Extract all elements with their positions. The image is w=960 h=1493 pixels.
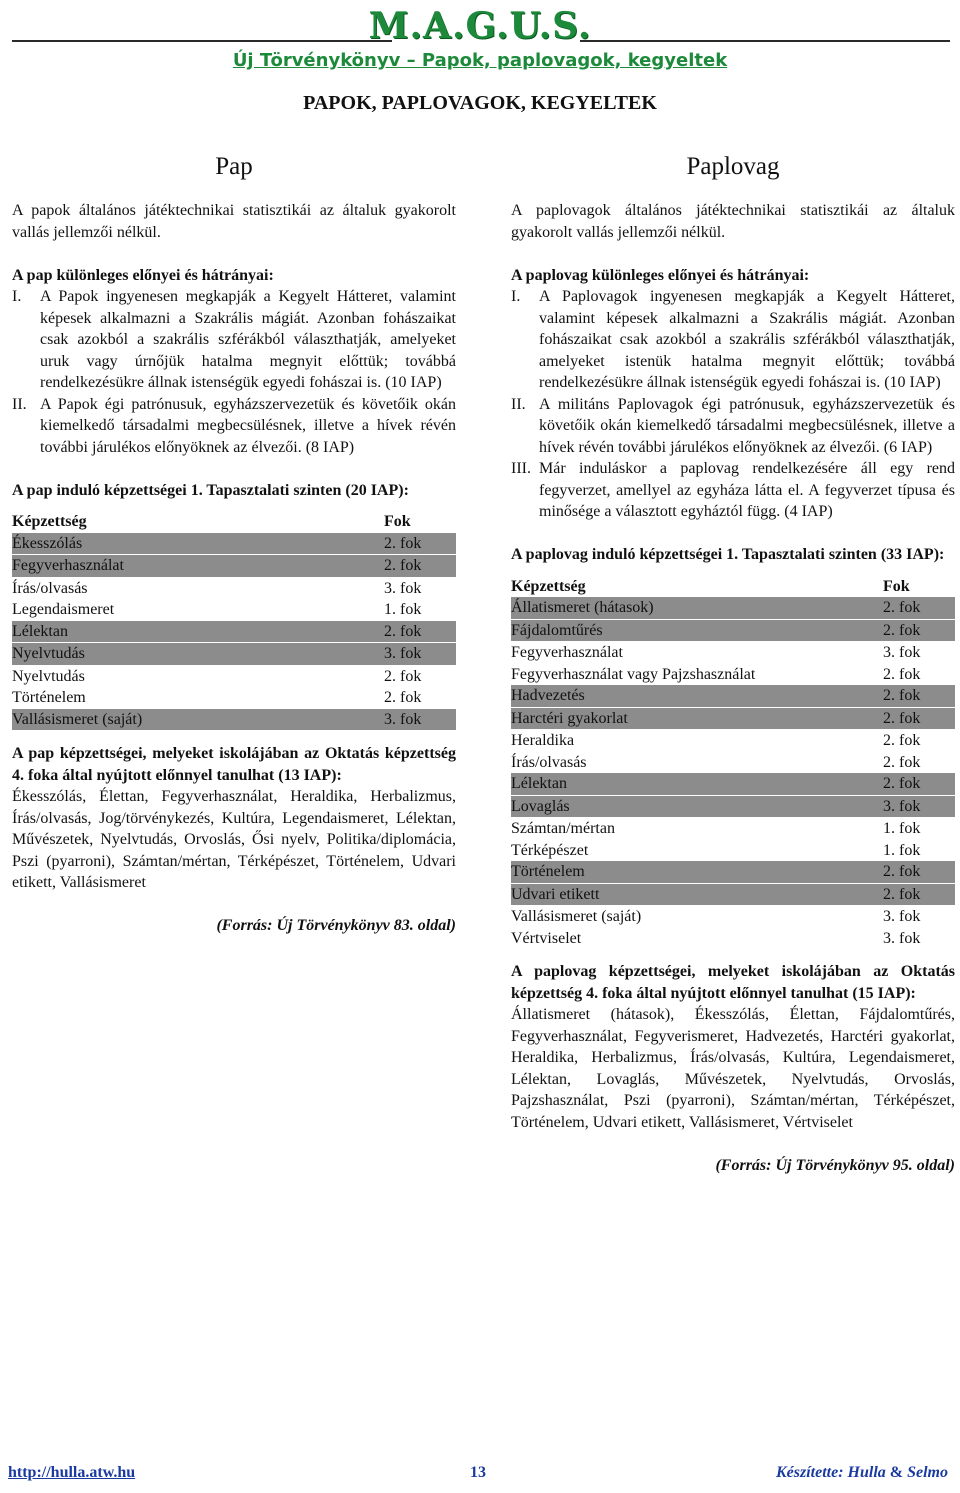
- table-row: [511, 818, 955, 840]
- pap-source: (Forrás: Új Törvénykönyv 83. oldal): [216, 917, 456, 934]
- skill-level: 3. fok: [883, 908, 921, 926]
- table-row: [511, 883, 955, 906]
- pap-adv-heading: A pap különleges előnyei és hátrányai:: [12, 266, 274, 284]
- skill-name: Heraldika: [511, 732, 575, 750]
- document-subtitle: Új Törvénykönyv – Papok, paplovagok, kegyeltek: [232, 50, 728, 71]
- table-row: [12, 621, 456, 643]
- skill-level: 1. fok: [883, 841, 921, 859]
- skill-name: Ékesszólás: [12, 533, 384, 555]
- skill-name: Történelem: [12, 689, 86, 707]
- paplovag-adv-heading: A paplovag különleges előnyei és hátrányai:: [511, 266, 810, 284]
- section-title: PAPOK, PAPLOVAGOK, KEGYELTEK: [303, 92, 657, 114]
- table-row: [511, 795, 955, 818]
- skill-name: Nyelvtudás: [12, 667, 85, 685]
- skill-level: 2. fok: [384, 689, 422, 707]
- skill-level: 2. fok: [883, 597, 955, 619]
- table-row: [12, 577, 456, 599]
- paplovag-school-list: Állatismeret (hátasok), Ékesszólás, Élettan, Fájdalomtűrés, Fegyverhasználat, Fegyverismeret, Hadvezetés, Harctéri gyakorlat, Heraldika, Herbalizmus, Írás/olvasás, Kultúra, Legendaismeret, Lélektan, Lovaglás, Művészetek, Nyelvtudás, Orvoslás, Pajzshasználat, Pszi (pyarroni), Számtan/mértan, Térképészet, Történelem, Udvari etikett, Vallásismeret, Vértviselet: [511, 1006, 955, 1131]
- skill-level: 2. fok: [883, 665, 921, 683]
- skill-level: 2. fok: [883, 707, 955, 730]
- table-row: [12, 599, 456, 621]
- paplovag-title: Paplovag: [686, 153, 780, 180]
- table-row: [511, 597, 955, 619]
- skill-name: Írás/olvasás: [12, 579, 88, 597]
- table-row: [511, 730, 955, 752]
- skill-name: Fegyverhasználat: [12, 555, 384, 578]
- table-row: [511, 642, 955, 664]
- skill-level: 2. fok: [883, 619, 955, 642]
- pap-school-list: Ékesszólás, Élettan, Fegyverhasználat, Heraldika, Herbalizmus, Írás/olvasás, Jog/törvénykezés, Kultúra, Legendaismeret, Lélektan, Művészetek, Nyelvtudás, Orvoslás, Ősi nyelv, Politika/diplomácia, Pszi (pyarroni), Számtan/mértan, Térképészet, Történelem, Udvari etikett, Vallásismeret: [12, 788, 456, 891]
- paplovag-school-heading: A paplovag képzettségei, melyeket iskolájában az Oktatás képzettség 4. foka által nyújtott előnnyel tanulhat (15 IAP):: [511, 963, 955, 1002]
- footer-credit: Készítette: Hulla & Selmo: [776, 1464, 948, 1481]
- table-row: [511, 861, 955, 883]
- skill-name: Fájdalomtűrés: [511, 619, 883, 642]
- skill-level: 2. fok: [883, 883, 955, 906]
- skill-name: Lélektan: [12, 621, 384, 643]
- table-header: Képzettség Fok: [511, 577, 910, 595]
- skill-name: Térképészet: [511, 841, 589, 859]
- list-item: I. A Paplovagok ingyenesen megkapják a Kegyelt Hátteret, valamint képesek alkalmazni a Szakrális mágiát. Azonban fohászaikat csak azokból a szakrális szférákból választhatják, amelyeket istenük hatalma megnyit előttük; továbbá rendelkezésükre állnak istenségük egyedi fohászai is. (10 IAP): [511, 288, 955, 391]
- skill-level: 3. fok: [384, 643, 456, 666]
- skill-level: 2. fok: [883, 773, 955, 795]
- table-row: [12, 643, 456, 666]
- pap-adv-list: [12, 286, 456, 458]
- table-row: [511, 840, 955, 862]
- paplovag-skills-heading: A paplovag induló képzettségei 1. Tapasztalati szinten (33 IAP):: [511, 546, 945, 563]
- skill-level: 3. fok: [883, 795, 955, 818]
- pap-skills-table: [12, 511, 456, 731]
- paplovag-source: (Forrás: Új Törvénykönyv 95. oldal): [715, 1156, 955, 1174]
- skill-name: Írás/olvasás: [511, 753, 587, 771]
- page-footer: [0, 1464, 960, 1488]
- skill-name: Vallásismeret (saját): [12, 709, 384, 731]
- skill-level: 2. fok: [384, 621, 456, 643]
- table-row: [511, 906, 955, 928]
- skill-name: Lélektan: [511, 773, 883, 795]
- skill-name: Lovaglás: [511, 795, 883, 818]
- skill-name: Harctéri gyakorlat: [511, 707, 883, 730]
- table-header: Képzettség Fok: [12, 513, 411, 531]
- skill-name: Hadvezetés: [511, 685, 883, 707]
- skill-level: 2. fok: [883, 685, 955, 707]
- skill-level: 2. fok: [883, 861, 955, 883]
- table-row: [12, 709, 456, 731]
- table-row: [12, 555, 456, 578]
- paplovag-adv-list: [511, 286, 955, 523]
- list-item: II. A Papok égi patrónusuk, egyházszervezetük és követőik okán kiemelkedő társadalmi megbecsülésnek, illetve a hívek révén további járulékos előnyöknek az élvezői. (8 IAP): [12, 395, 456, 456]
- paplovag-column: [511, 150, 955, 1176]
- skill-name: Vallásismeret (saját): [511, 908, 642, 926]
- skill-level: 3. fok: [883, 929, 921, 947]
- skill-level: 2. fok: [384, 667, 422, 685]
- pap-title: Pap: [215, 153, 253, 180]
- table-row: [511, 619, 955, 642]
- table-row: [511, 752, 955, 774]
- skill-name: Fegyverhasználat vagy Pajzshasználat: [511, 665, 756, 683]
- skill-level: 3. fok: [384, 579, 422, 597]
- skill-level: 2. fok: [883, 753, 921, 771]
- page-number: 13: [470, 1464, 486, 1481]
- list-item: I. A Papok ingyenesen megkapják a Kegyelt Hátteret, valamint képesek alkalmazni a Szakrális mágiát. Azonban fohászaikat csak azokból a szakrális szférákból választhatják, amelyeket uruk vagy úrnőjük hatalma megnyit előttük; továbbá rendelkezésükre állnak istenségük egyedi fohászai is. (10 IAP): [12, 288, 456, 391]
- list-item: III. Már induláskor a paplovag rendelkezésére áll egy rend fegyverzet, amellyel az egyháza látta el. A fegyverzet típusa és minősége a választott egyháztól függ. (4 IAP): [511, 460, 955, 520]
- pap-school-heading: A pap képzettségei, melyeket iskolájában az Oktatás képzettség 4. foka által nyújtott előnnyel tanulhat (13 IAP):: [12, 745, 456, 784]
- table-row: [511, 773, 955, 795]
- skill-level: 2. fok: [384, 555, 456, 578]
- paplovag-skills-table: [511, 576, 955, 950]
- skill-name: Számtan/mértan: [511, 820, 615, 838]
- skill-name: Fegyverhasználat: [511, 644, 623, 662]
- footer-link[interactable]: http://hulla.atw.hu: [8, 1464, 136, 1481]
- skill-name: Állatismeret (hátasok): [511, 597, 883, 619]
- magus-logo: M.A.G.U.S.: [368, 5, 592, 47]
- skill-level: 1. fok: [384, 601, 422, 619]
- skill-name: Legendaismeret: [12, 601, 115, 619]
- table-row: [511, 928, 955, 950]
- pap-intro: A papok általános játéktechnikai statisztikái az általuk gyakorolt vallás jellemzői nélkül.: [12, 202, 456, 241]
- table-row: [12, 533, 456, 555]
- skill-level: 2. fok: [384, 533, 456, 555]
- table-row: [511, 685, 955, 707]
- skill-name: Nyelvtudás: [12, 643, 384, 666]
- table-row: [511, 707, 955, 730]
- table-row: [12, 665, 456, 687]
- skill-name: Vértviselet: [511, 929, 582, 947]
- skill-name: Történelem: [511, 861, 883, 883]
- skill-level: 1. fok: [883, 820, 921, 838]
- skill-level: 3. fok: [384, 709, 456, 731]
- skill-level: 2. fok: [883, 732, 921, 750]
- pap-column: [12, 150, 456, 937]
- skill-level: 3. fok: [883, 644, 921, 662]
- paplovag-intro: A paplovagok általános játéktechnikai statisztikái az általuk gyakorolt vallás jellemzői nélkül.: [511, 202, 955, 241]
- pap-skills-heading: A pap induló képzettségei 1. Tapasztalati szinten (20 IAP):: [12, 481, 409, 499]
- skill-name: Udvari etikett: [511, 883, 883, 906]
- table-row: [511, 664, 955, 686]
- table-row: [12, 687, 456, 709]
- list-item: II. A militáns Paplovagok égi patrónusuk, egyházszervezetük és követőik okán kiemelkedő társadalmi megbecsülésnek, illetve a hívek révén további járulékos előnyöknek az élvezői. (6 IAP): [511, 395, 955, 456]
